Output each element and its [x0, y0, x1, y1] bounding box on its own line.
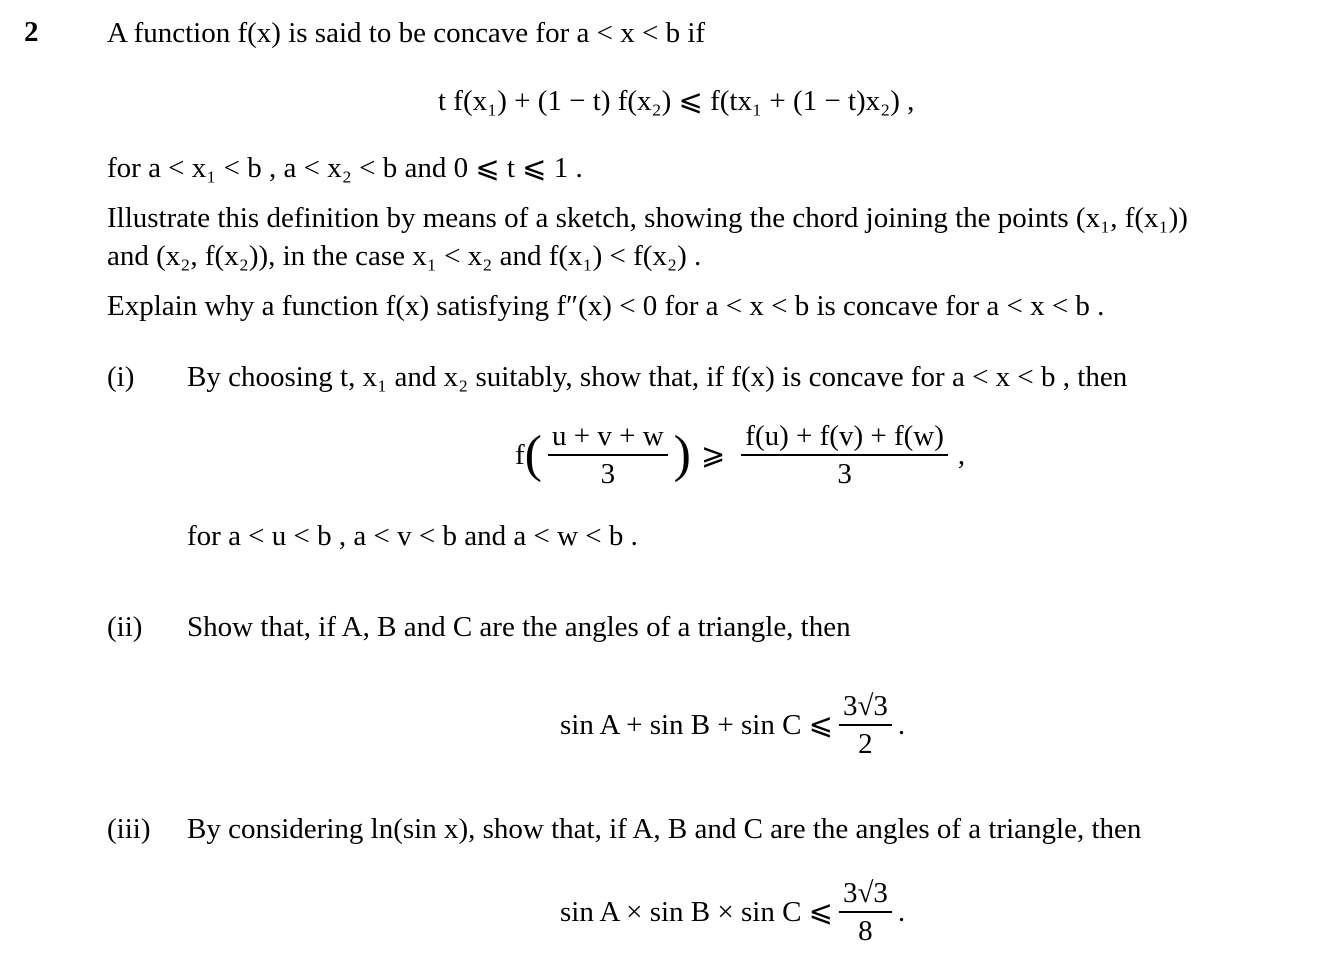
eq-right-denominator: 3: [837, 457, 852, 490]
eq-relation: ⩾: [700, 438, 726, 471]
eq-sum-sines: sin A + sin B + sin C ⩽: [560, 708, 833, 741]
intro-line-4: and (x₂, f(x₂)), in the case x₁ < x₂ and f(x₁) < f(x₂) .: [107, 240, 702, 272]
eq-trailing-period: .: [897, 895, 906, 928]
intro-line-3: Illustrate this definition by means of a sketch, showing the chord joining the points (x₁, f(x₁)): [107, 202, 1188, 234]
eq-left-numerator: u + v + w: [552, 420, 664, 452]
eq-left-fraction: [548, 420, 668, 490]
part-i-label: (i): [107, 361, 135, 393]
part-i-equation: [515, 420, 965, 490]
eq-bound-fraction: [839, 877, 892, 947]
part-iii-equation: [560, 877, 905, 947]
eq-trailing-period: .: [897, 708, 906, 741]
question-number: 2: [24, 16, 39, 48]
concavity-inequality: t f(x₁) + (1 − t) f(x₂) ⩽ f(tx₁ + (1 − t)x₂) ,: [438, 85, 915, 117]
intro-line-5: Explain why a function f(x) satisfying f″(x) < 0 for a < x < b is concave for a < x < b .: [107, 290, 1105, 322]
part-iii-text: By considering ln(sin x), show that, if A, B and C are the angles of a triangle, then: [187, 813, 1142, 845]
eq-close-paren: ): [673, 425, 691, 483]
eq-left-denominator: 3: [600, 457, 616, 490]
eq-product-sines: sin A × sin B × sin C ⩽: [560, 895, 833, 928]
eq-open-paren: (: [524, 425, 542, 483]
eq-right-fraction: [741, 420, 948, 490]
eq-bound-denominator: 2: [858, 727, 873, 760]
eq-trailing-comma: ,: [957, 438, 966, 471]
part-ii-equation: [560, 690, 905, 760]
eq-bound-numerator: 3√3: [842, 877, 888, 909]
part-ii-label: (ii): [107, 611, 143, 643]
part-i-condition: for a < u < b , a < v < b and a < w < b .: [187, 520, 638, 552]
part-iii-label: (iii): [107, 813, 151, 845]
eq-function-f: f: [515, 438, 525, 471]
eq-bound-fraction: [839, 690, 892, 760]
eq-bound-denominator: 8: [858, 914, 873, 947]
intro-line-2: for a < x₁ < b , a < x₂ < b and 0 ⩽ t ⩽ 1 .: [107, 152, 583, 184]
part-ii-text: Show that, if A, B and C are the angles of a triangle, then: [187, 611, 851, 643]
part-i-text: By choosing t, x₁ and x₂ suitably, show that, if f(x) is concave for a < x < b , then: [187, 361, 1128, 393]
intro-line-1: A function f(x) is said to be concave for a < x < b if: [107, 17, 706, 49]
eq-bound-numerator: 3√3: [842, 690, 888, 722]
eq-right-numerator: f(u) + f(v) + f(w): [745, 420, 944, 452]
